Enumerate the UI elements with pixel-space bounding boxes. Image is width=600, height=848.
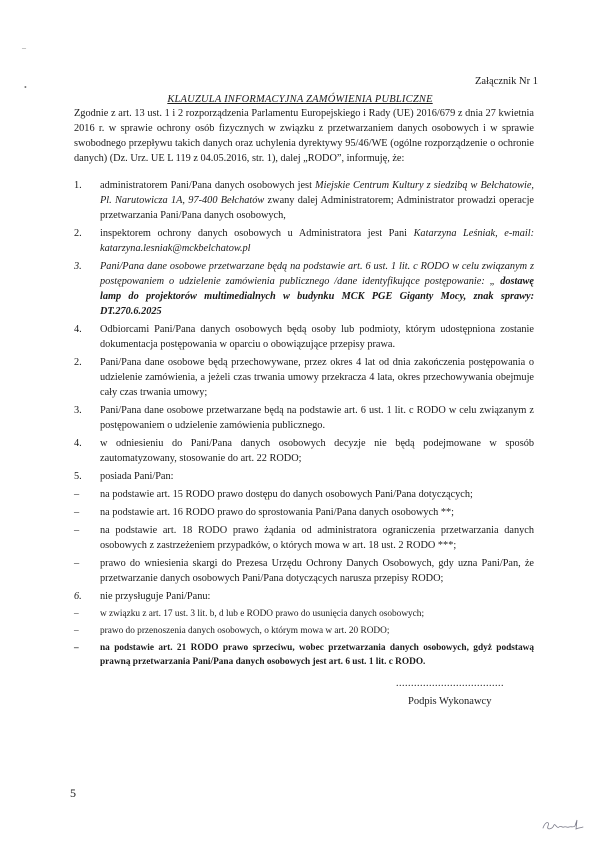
- item-number: 4.: [74, 324, 82, 335]
- sub-item-text: na podstawie art. 18 RODO prawo żądania od administratora ograniczenia przetwarzania danych osobowych z zastrzeżeniem przypadków, o których mowa w art. 18 ust. 2 RODO ***;: [100, 525, 534, 551]
- margin-mark: –: [22, 43, 26, 52]
- item-text-bold: dostawę lamp do projektorów multimedialnych w budynku MCK PGE Giganty Mocy, znak sprawy: DT.270.6.2025: [100, 276, 534, 317]
- handwritten-initials: [540, 816, 586, 834]
- annex-label: Załącznik Nr 1: [475, 76, 538, 87]
- sub-item-text: na podstawie art. 16 RODO prawo do sprostowania Pani/Pana danych osobowych **;: [100, 507, 455, 518]
- sub-item-text-bold: na podstawie art. 21 RODO prawo sprzeciwu, wobec przetwarzania danych osobowych, gdyż podstawą prawną przetwarzania Pani/Pana danych osobowych jest art. 6 ust. 1 lit. c RODO.: [100, 643, 534, 667]
- clause-list: [74, 178, 534, 672]
- item-text: posiada Pani/Pan:: [100, 471, 174, 482]
- item-number: 1.: [74, 180, 82, 191]
- intro-paragraph: Zgodnie z art. 13 ust. 1 i 2 rozporządzenia Parlamentu Europejskiego i Rady (UE) 2016/679 z dnia 27 kwietnia 2016 r. w sprawie ochrony osób fizycznych w związku z przetwarzaniem danych osobowych i w sprawie swobodnego przepływu takich danych oraz uchylenia dyrektywy 95/46/WE (ogólne rozporządzenie o ochronie danych) (Dz. Urz. UE L 119 z 04.05.2016, str. 1), dalej „RODO”, informuję, że:: [74, 108, 534, 164]
- item-number: 5.: [74, 471, 82, 482]
- sub-item: [74, 624, 534, 638]
- item-number: 4.: [74, 438, 82, 449]
- list-item: [74, 589, 534, 604]
- dash-marker: –: [74, 525, 80, 536]
- item-number: 2.: [74, 228, 82, 239]
- dash-marker: –: [74, 626, 79, 636]
- list-item: [74, 469, 534, 484]
- dash-marker: –: [74, 489, 80, 500]
- sub-item-text: prawo do wniesienia skargi do Prezesa Urzędu Ochrony Danych Osobowych, gdy uzna Pani/Pan, że przetwarzanie danych osobowych Pani/Pana dotyczących narusza przepisy RODO;: [100, 558, 534, 584]
- sub-item-text: prawo do przenoszenia danych osobowych, o którym mowa w art. 20 RODO;: [100, 626, 390, 636]
- list-item: [74, 403, 534, 433]
- item-text: Odbiorcami Pani/Pana danych osobowych będą osoby lub podmioty, którym udostępniona zostanie dokumentacja postępowania w oparciu o obowiązujące przepisy prawa.: [100, 324, 534, 350]
- sub-item: [74, 556, 534, 586]
- page-number: 5: [70, 786, 76, 800]
- dash-marker: –: [74, 507, 80, 518]
- item-text: Pani/Pana dane osobowe przetwarzane będą na podstawie art. 6 ust. 1 lit. c RODO w celu związanym z postępowaniem o udzielenie zamówienia publicznego /dane identyfikujące postępowanie: „: [100, 261, 534, 287]
- signature-line: ....................................: [396, 678, 504, 689]
- margin-mark: •: [24, 83, 27, 92]
- sub-item-text: w związku z art. 17 ust. 3 lit. b, d lub e RODO prawo do usunięcia danych osobowych;: [100, 609, 425, 619]
- item-text: nie przysługuje Pani/Panu:: [100, 591, 211, 602]
- sub-item: [74, 487, 534, 502]
- item-text: Pani/Pana dane osobowe przetwarzane będą na podstawie art. 6 ust. 1 lit. c RODO w celu związanym z postępowaniem o udzielenie zamówienia publicznego.: [100, 405, 534, 431]
- item-number: 3.: [74, 261, 82, 272]
- item-text: w odniesieniu do Pani/Pana danych osobowych decyzje nie będą podejmowane w sposób zautomatyzowany, stosowanie do art. 22 RODO;: [100, 438, 534, 464]
- signature-label: Podpis Wykonawcy: [408, 696, 492, 707]
- sub-item: [74, 523, 534, 553]
- sub-item: [74, 505, 534, 520]
- list-item: [74, 322, 534, 352]
- dash-marker: –: [74, 643, 79, 653]
- item-number: 6.: [74, 591, 82, 602]
- list-item: [74, 355, 534, 400]
- dash-marker: –: [74, 558, 80, 569]
- item-text: zwany dalej Administratorem; Administrator prowadzi operacje przetwarzania Pani/Pana danych osobowych,: [100, 195, 534, 221]
- list-item: [74, 259, 534, 319]
- item-number: 3.: [74, 405, 82, 416]
- sub-item: [74, 607, 534, 621]
- list-item: [74, 178, 534, 223]
- item-text: administratorem Pani/Pana danych osobowych jest: [100, 180, 316, 191]
- sub-item-text: na podstawie art. 15 RODO prawo dostępu do danych osobowych Pani/Pana dotyczących;: [100, 489, 473, 500]
- item-text: Pani/Pana dane osobowe będą przechowywane, przez okres 4 lat od dnia zakończenia postępowania o udzielenie zamówienia, a jeżeli czas trwania umowy przekracza 4 lata, okres przechowywania obejmuje cały czas trwania umowy;: [100, 357, 534, 398]
- item-text: inspektorem ochrony danych osobowych u Administratora jest Pani: [100, 228, 414, 239]
- dash-marker: –: [74, 609, 79, 619]
- document-title: KLAUZULA INFORMACYJNA ZAMÓWIENIA PUBLICZNE: [167, 94, 433, 105]
- list-item: [74, 226, 534, 256]
- sub-item: [74, 641, 534, 669]
- item-text-italic: Katarzyna Leśniak, e-mail: katarzyna.lesniak@mckbelchatow.pl: [100, 228, 534, 254]
- item-text-italic: Miejskie Centrum Kultury z siedzibą w Bełchatowie, Pl. Narutowicza 1A, 97-400 Bełchatów: [100, 180, 534, 206]
- list-item: [74, 436, 534, 466]
- item-number: 2.: [74, 357, 82, 368]
